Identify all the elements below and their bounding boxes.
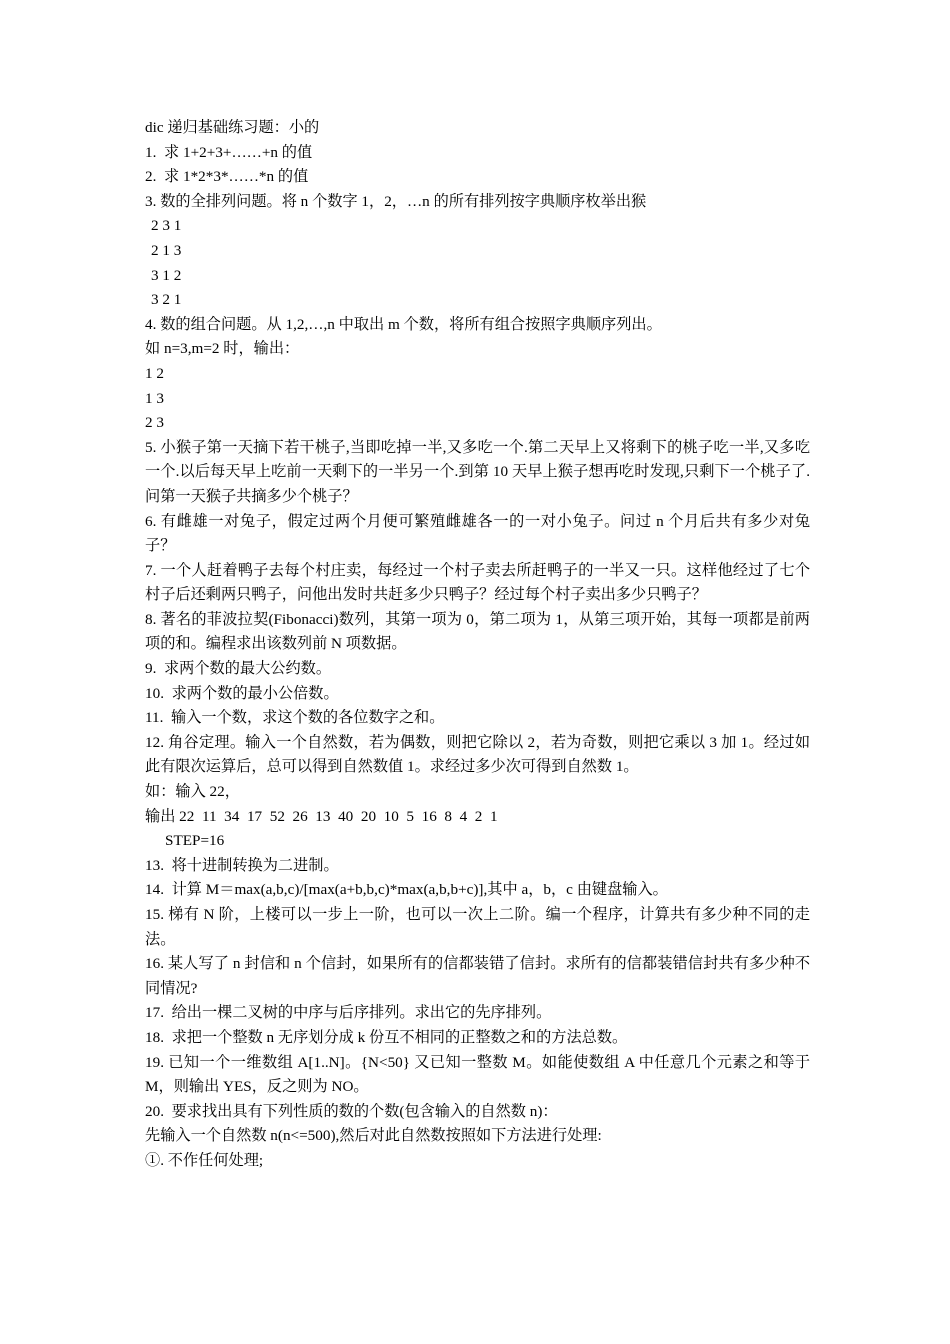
text-line: 4. 数的组合问题。从 1,2,…,n 中取出 m 个数，将所有组合按照字典顺序列出。	[145, 315, 662, 333]
text-line: 10. 求两个数的最小公倍数。	[145, 684, 339, 702]
text-line: 13. 将十进制转换为二进制。	[145, 856, 339, 874]
text-line: 先输入一个自然数 n(n<=500),然后对此自然数按照如下方法进行处理:	[145, 1127, 602, 1145]
text-line: 1. 求 1+2+3+……+n 的值	[145, 143, 313, 161]
text-line: 如 n=3,m=2 时，输出：	[145, 340, 300, 358]
text-line: 3 2 1	[151, 291, 182, 309]
exercise-paragraph: 5. 小猴子第一天摘下若干桃子,当即吃掉一半,又多吃一个.第二天早上又将剩下的桃子吃一半,又多吃一个.以后每天早上吃前一天剩下的一半另一个.到第 10 天早上猴子想再吃时发现,只剩下一个桃子了.问第一天猴子共摘多少个桃子？	[145, 438, 810, 505]
text-line: 18. 求把一个整数 n 无序划分成 k 份互不相同的正整数之和的方法总数。	[145, 1028, 628, 1046]
text-line: 2. 求 1*2*3*……*n 的值	[145, 168, 309, 186]
exercise-list	[145, 141, 810, 1174]
exercise-paragraph: 15. 梯有 N 阶，上楼可以一步上一阶，也可以一次上二阶。编一个程序，计算共有多少种不同的走法。	[145, 906, 810, 948]
text-line: STEP=16	[165, 832, 225, 850]
text-line: 输出 22 11 34 17 52 26 13 40 20 10 5 16 8 4 2 1	[145, 807, 498, 825]
text-line: 11. 输入一个数，求这个数的各位数字之和。	[145, 709, 445, 727]
exercise-paragraph: 12. 角谷定理。输入一个自然数，若为偶数，则把它除以 2，若为奇数，则把它乘以 3 加 1。经过如此有限次运算后，总可以得到自然数值 1。求经过多少次可得到自然数 1。	[145, 733, 810, 776]
exercise-paragraph: 8. 著名的菲波拉契(Fibonacci)数列，其第一项为 0，第二项为 1，从第三项开始，其每一项都是前两项的和。编程求出该数列前 N 项数据。	[145, 610, 810, 653]
text-line: 2 1 3	[151, 241, 182, 259]
text-line: 1 3	[145, 389, 164, 407]
text-line: 9. 求两个数的最大公约数。	[145, 660, 332, 678]
text-line: 20. 要求找出具有下列性质的数的个数(包含输入的自然数 n)：	[145, 1102, 558, 1120]
text-line: 3. 数的全排列问题。将 n 个数字 1，2，…n 的所有排列按字典顺序枚举出猴	[145, 192, 647, 210]
text-line: ①. 不作任何处理;	[145, 1151, 264, 1169]
exercise-paragraph: 6. 有雌雄一对兔子，假定过两个月便可繁殖雌雄各一的一对小兔子。问过 n 个月后共有多少对兔子？	[145, 512, 810, 555]
document-title: dic 递归基础练习题：小的	[145, 119, 320, 136]
text-line: 2 3	[145, 414, 164, 432]
document-page	[145, 116, 810, 1174]
text-line: 1 2	[145, 364, 164, 382]
text-line: 2 3 1	[151, 217, 182, 235]
text-line: 3 1 2	[151, 266, 182, 284]
text-line: 17. 给出一棵二叉树的中序与后序排列。求出它的先序排列。	[145, 1004, 552, 1022]
text-line: 如：输入 22，	[145, 783, 240, 801]
text-line: 14. 计算 M＝max(a,b,c)/[max(a+b,b,c)*max(a,b,b+c)],其中 a，b，c 由键盘输入。	[145, 881, 668, 899]
exercise-paragraph: 19. 已知一个一维数组 A[1..N]。{N<50} 又已知一整数 M。如能使数组 A 中任意几个元素之和等于 M，则输出 YES，反之则为 NO。	[145, 1053, 810, 1096]
exercise-paragraph: 7. 一个人赶着鸭子去每个村庄卖，每经过一个村子卖去所赶鸭子的一半又一只。这样他经过了七个村子后还剩两只鸭子，问他出发时共赶多少只鸭子？经过每个村子卖出多少只鸭子？	[145, 561, 810, 604]
exercise-paragraph: 16. 某人写了 n 封信和 n 个信封，如果所有的信都装错了信封。求所有的信都装错信封共有多少种不同情况?	[145, 955, 810, 997]
